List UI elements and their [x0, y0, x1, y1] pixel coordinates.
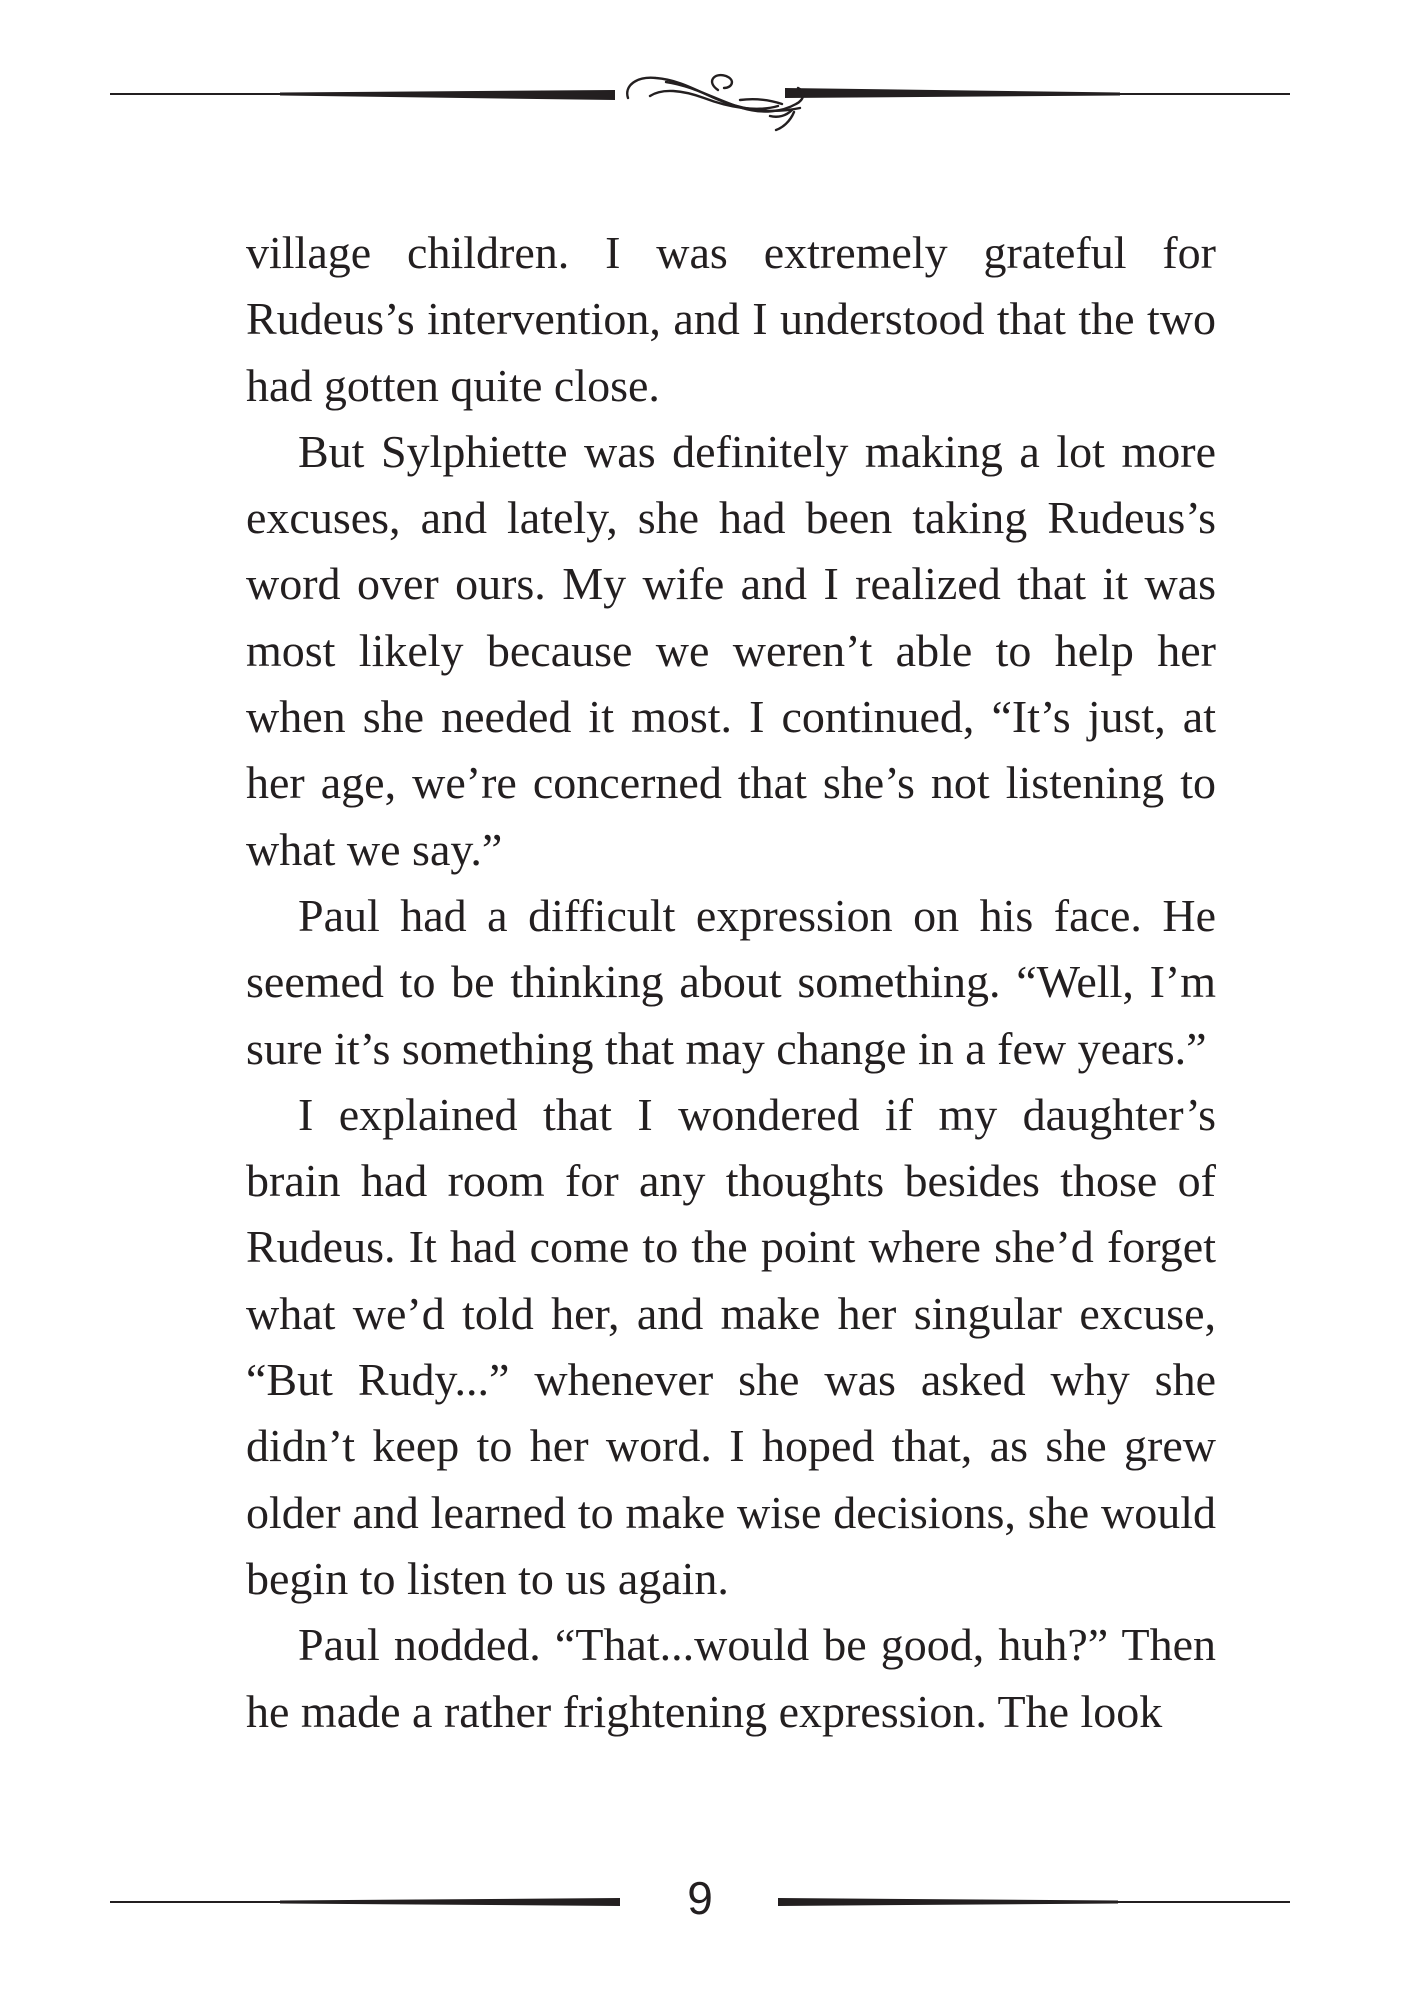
footer-rule-left	[110, 1898, 620, 1906]
paragraph: Paul had a difficult expression on his face. He seemed to be thinking about something. “Well, I’m sure it’s something that may change in a few years.”	[246, 889, 1216, 1074]
paragraph: village children. I was extremely grateful for Rudeus’s intervention, and I understood that the two had gotten quite close.	[246, 227, 1216, 411]
header-flourish-ornament	[110, 60, 1290, 140]
paragraph: I explained that I wondered if my daughter’s brain had room for any thoughts besides those of Rudeus. It had come to the point where she’d forget what we’d told her, and make her singular excuse, “But Rudy...” whenever she was asked why she didn’t keep to her word. I hoped that, as she grew older and learned to make wise decisions, she would begin to listen to us again.	[246, 1088, 1216, 1604]
page-footer	[110, 1860, 1290, 1940]
paragraph: But Sylphiette was definitely making a lot more excuses, and lately, she had been taking Rudeus’s word over ours. My wife and I realized that it was most likely because we weren’t able to help her when she needed it most. I continued, “It’s just, at her age, we’re concerned that she’s not listening to what we say.”	[246, 425, 1216, 875]
page-number: 9	[687, 1872, 713, 1924]
paragraph: Paul nodded. “That...would be good, huh?” Then he made a rather frightening expression. The look	[246, 1619, 1216, 1737]
footer-rule-right	[778, 1898, 1290, 1906]
body-text	[246, 220, 1216, 1745]
